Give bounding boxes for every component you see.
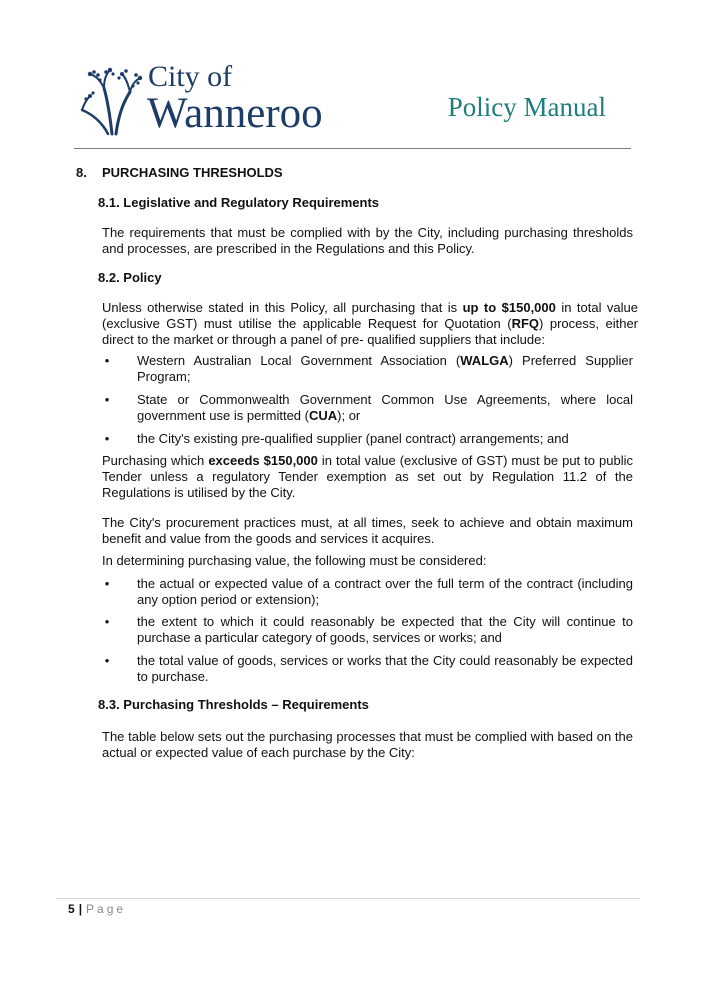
policy-intro-text: Unless otherwise stated in this Policy, all purchasing that is [102,300,463,315]
policy-intro-paragraph [102,300,638,348]
page-footer [68,902,126,916]
bullet-icon: • [104,576,110,591]
list-item-text: the City's existing pre-qualified supplier (panel contract) arrangements; and [137,431,569,446]
subsection-heading-8-3: 8.3. Purchasing Thresholds – Requirements [98,697,369,712]
tender-paragraph [102,453,633,501]
footer-separator: | [78,902,83,916]
list-item-text: the extent to which it could reasonably be expected that the City will continue to purchase a particular category of goods, services or works; and [137,614,633,645]
thresholds-table-intro: The table below sets out the purchasing processes that must be complied with based on the actual or expected value of each purchase by the City: [102,729,633,760]
list-item-text-part: Western Australian Local Government Association ( [137,353,461,368]
page-label: Page [86,902,127,916]
header-divider [74,148,631,149]
list-item-acronym: WALGA [460,353,509,368]
subsection-heading-8-2: 8.2. Policy [98,270,162,285]
logo-text-city-of: City of [148,60,233,93]
list-item-acronym: CUA [308,408,338,423]
bullet-icon: • [104,353,110,368]
page-number: 5 [68,902,75,916]
document-title: Policy Manual [447,92,606,122]
logo-text-wanneroo: Wanneroo [147,90,323,137]
list-item-text: the total value of goods, services or works that the City could reasonably be expected to purchase. [137,653,633,684]
legislative-paragraph: The requirements that must be complied with by the City, including purchasing thresholds and processes, are prescribed in the Regulations and this Policy. [102,225,633,256]
list-item-text-part: ); or [337,408,361,423]
list-item-text [137,392,633,424]
section-title: PURCHASING THRESHOLDS [102,165,283,180]
policy-intro-rfq: RFQ [511,316,540,331]
bullet-icon: • [104,431,110,446]
kangaroo-paw-logo-icon [78,66,144,136]
subsection-heading-8-1: 8.1. Legislative and Regulatory Requirements [98,195,380,210]
list-item-text [137,353,633,385]
policy-intro-text: in total value (exclusive GST) must utilise the applicable Request for Quotation ( [102,300,638,331]
procurement-practices-paragraph: The City's procurement practices must, at all times, seek to achieve and obtain maximum benefit and value from the goods and services it acquires. [102,515,633,546]
tender-text: Purchasing which [102,453,209,468]
section-number: 8. [76,165,87,180]
tender-threshold: exceeds $150,000 [208,453,318,468]
bullet-icon: • [104,653,110,668]
tender-text: in total value (exclusive of GST) must be put to public Tender unless a regulatory Tender exemption as set out by Regulation 11.2 of the Regulations is utilised by the City. [102,453,634,500]
section-heading [76,165,283,180]
list-item-text: the actual or expected value of a contract over the full term of the contract (including any option period or extension); [137,576,633,607]
bullet-icon: • [104,614,110,629]
bullet-icon: • [104,392,110,407]
list-item-text-part: State or Commonwealth Government Common Use Agreements, where local government use is permitted ( [137,392,633,423]
list-item-text-part: ) Preferred Supplier Program; [137,353,633,384]
purchasing-value-paragraph: In determining purchasing value, the following must be considered: [102,553,487,568]
footer-divider [56,898,640,899]
policy-intro-threshold: up to $150,000 [462,300,556,315]
policy-intro-text: ) process, either direct to the market or through a panel of pre- qualified suppliers that include: [102,316,639,347]
